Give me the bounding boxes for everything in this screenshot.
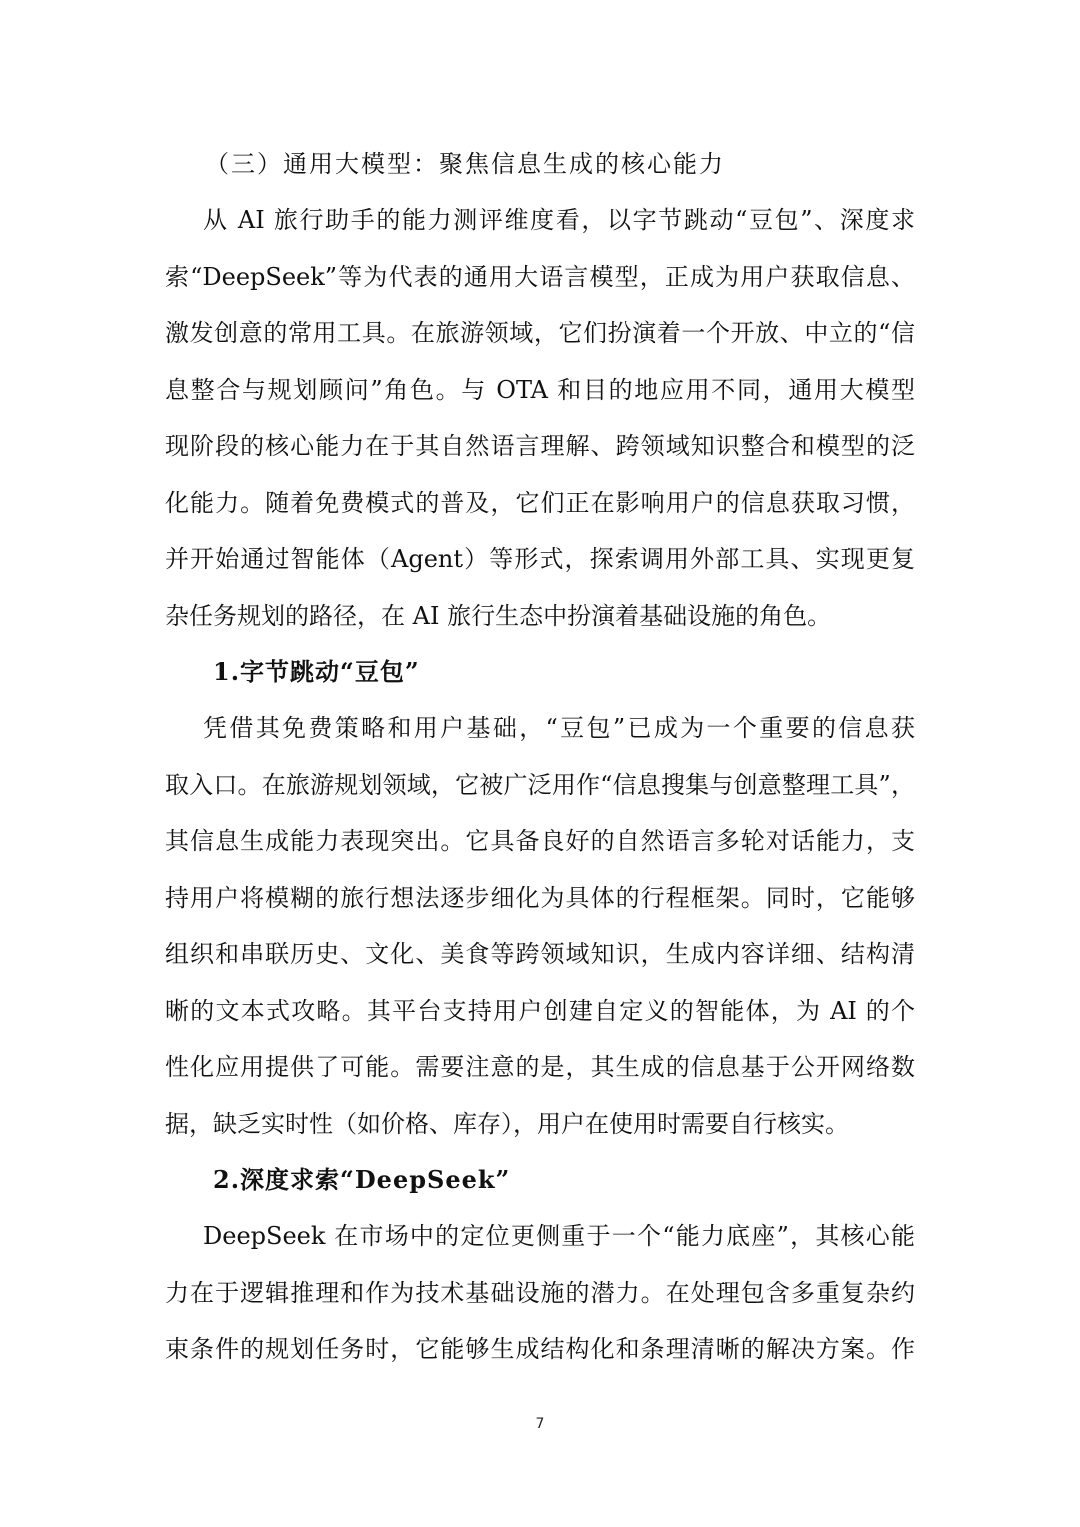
- paragraph-line: 杂任务规划的路径，在 AI 旅行生态中扮演着基础设施的角色。: [165, 601, 832, 630]
- paragraph-line: 凭借其免费策略和用户基础，“豆包”已成为一个重要的信息获: [203, 714, 915, 742]
- paragraph-line: 取入口。在旅游规划领域，它被广泛用作“信息搜集与创意整理工具”，: [165, 770, 915, 799]
- doubao-heading: 1.字节跳动“豆包”: [213, 657, 420, 686]
- paragraph-line: 性化应用提供了可能。需要注意的是，其生成的信息基于公开网络数: [165, 1053, 915, 1081]
- paragraph-line: 现阶段的核心能力在于其自然语言理解、跨领域知识整合和模型的泛: [165, 432, 915, 460]
- paragraph-line: 持用户将模糊的旅行想法逐步细化为具体的行程框架。同时，它能够: [165, 883, 915, 912]
- paragraph-line: 据，缺乏实时性（如价格、库存），用户在使用时需要自行核实。: [165, 1109, 849, 1138]
- page-number: 7: [535, 1416, 545, 1432]
- paragraph-line: DeepSeek 在市场中的定位更侧重于一个“能力底座”，其核心能: [203, 1222, 915, 1250]
- paragraph-line: 晰的文本式攻略。其平台支持用户创建自定义的智能体，为 AI 的个: [165, 996, 915, 1025]
- section-heading: （三）通用大模型：聚焦信息生成的核心能力: [205, 150, 725, 178]
- page-content: [165, 136, 915, 1378]
- intro-paragraph: [165, 192, 915, 644]
- paragraph-line: 从 AI 旅行助手的能力测评维度看，以字节跳动“豆包”、深度求: [203, 206, 915, 234]
- deepseek-paragraph: [165, 1208, 915, 1378]
- paragraph-line: 化能力。随着免费模式的普及，它们正在影响用户的信息获取习惯，: [165, 488, 915, 517]
- paragraph-line: 息整合与规划顾问”角色。与 OTA 和目的地应用不同，通用大模型: [165, 375, 915, 404]
- paragraph-line: 组织和串联历史、文化、美食等跨领域知识，生成内容详细、结构清: [165, 940, 915, 968]
- paragraph-line: 并开始通过智能体（Agent）等形式，探索调用外部工具、实现更复: [165, 545, 915, 573]
- paragraph-line: 力在于逻辑推理和作为技术基础设施的潜力。在处理包含多重复杂约: [165, 1278, 915, 1307]
- doubao-paragraph: [165, 700, 915, 1152]
- paragraph-line: 其信息生成能力表现突出。它具备良好的自然语言多轮对话能力，支: [165, 827, 915, 855]
- deepseek-heading: 2.深度求索“DeepSeek”: [213, 1165, 511, 1194]
- paragraph-line: 激发创意的常用工具。在旅游领域，它们扮演着一个开放、中立的“信: [165, 319, 915, 347]
- paragraph-line: 束条件的规划任务时，它能够生成结构化和条理清晰的解决方案。作: [165, 1335, 915, 1363]
- paragraph-line: 索“DeepSeek”等为代表的通用大语言模型，正成为用户获取信息、: [165, 262, 915, 291]
